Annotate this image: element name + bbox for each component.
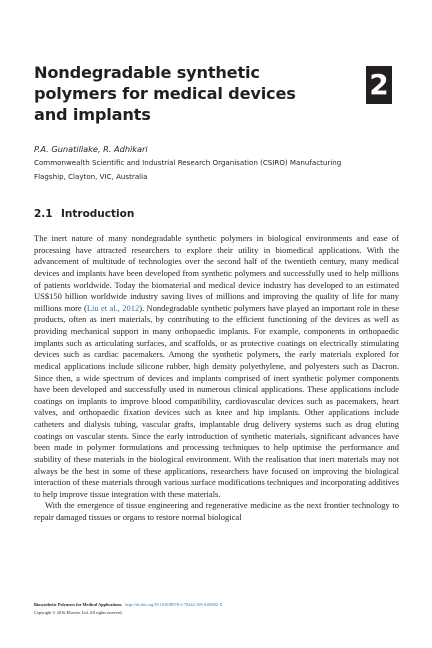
footer-doi-link[interactable]: http://dx.doi.org/10.1016/B978-1-78242-105-4.00002-X <box>125 602 223 607</box>
page-footer <box>34 601 399 617</box>
footer-copyright: Copyright © 2016 Elsevier Ltd. All rights reserved. <box>34 610 123 615</box>
paragraph-1-text-a: The inert nature of many nondegradable synthetic polymers in biological environments and ease of processing have attracted researchers to explore their utility in biomedical applications. With the advancement of multitude of technologies over the second half of the twentieth century, many medical devices and implants have been developed from synthetic polymers and successfully used to help millions of patients worldwide. Today the biomaterial and medical device industry has developed to an estimated US$150 billion worldwide industry saving lives of millions and improving the quality of life for many millions more ( <box>34 233 399 313</box>
paragraph-2: With the emergence of tissue engineering and regenerative medicine as the next frontier technology to repair damaged tissues or organs to restore normal biological <box>34 500 399 522</box>
author-list: P.A. Gunatillake, R. Adhikari <box>34 144 148 154</box>
body-text <box>34 233 399 524</box>
citation-link[interactable]: Liu et al., 2012 <box>86 302 140 313</box>
affiliation-line-1: Commonwealth Scientific and Industrial Research Organisation (CSIRO) Manufacturing <box>34 158 342 167</box>
section-heading <box>34 207 134 221</box>
footer-book-title: Biosynthetic Polymers for Medical Applications. <box>34 602 123 607</box>
section-number: 2.1 <box>34 208 53 220</box>
section-title: Introduction <box>61 208 135 220</box>
chapter-title: Nondegradable synthetic polymers for medical devices and implants <box>34 63 296 124</box>
affiliation-line-2: Flagship, Clayton, VIC, Australia <box>34 172 148 181</box>
paragraph-1 <box>34 233 399 500</box>
paragraph-1-text-b: ). Nondegradable synthetic polymers have played an important role in these products, often as inert materials, by contributing to the efficient functioning of the devices as well as providing mechanical support in many orthopaedic implants. For example, components in orthopaedic implants such as articulating surfaces, and scaffolds, or as protective coatings on electrically stimulating devices such as cardiac pacemakers. Among the synthetic polymers, the early materials explored for medical applications include silicone rubber, high density polyethylene, and polyesters such as Dacron. Since then, a wide spectrum of devices and implants comprised of inert synthetic polymer components have been developed and successfully used in numerous clinical applications. These applications include coatings on implants to improve blood compatibility, cardiovascular devices such as pacemakers, heart valves, and orthopaedic fixation devices such as knee and hip implants. Other applications include catheters and dialysis tubing, vascular grafts, implantable drug delivery systems such as drug eluting coatings on vascular stents. Since the early introduction of synthetic materials, significant advances have been made in polymer formulations and processing techniques to help optimise the performance and stability of these materials in the biological environment. With the realisation that inert materials may not always be the best in some of these applications, researchers have focused on improving the biological interaction of these materials through various surface modifications techniques and incorporating additives to help improve tissue integration with these materials. <box>34 302 399 499</box>
footer-line-1 <box>34 601 399 609</box>
author-affiliation <box>34 156 399 184</box>
chapter-number-badge: 2 <box>366 66 392 104</box>
